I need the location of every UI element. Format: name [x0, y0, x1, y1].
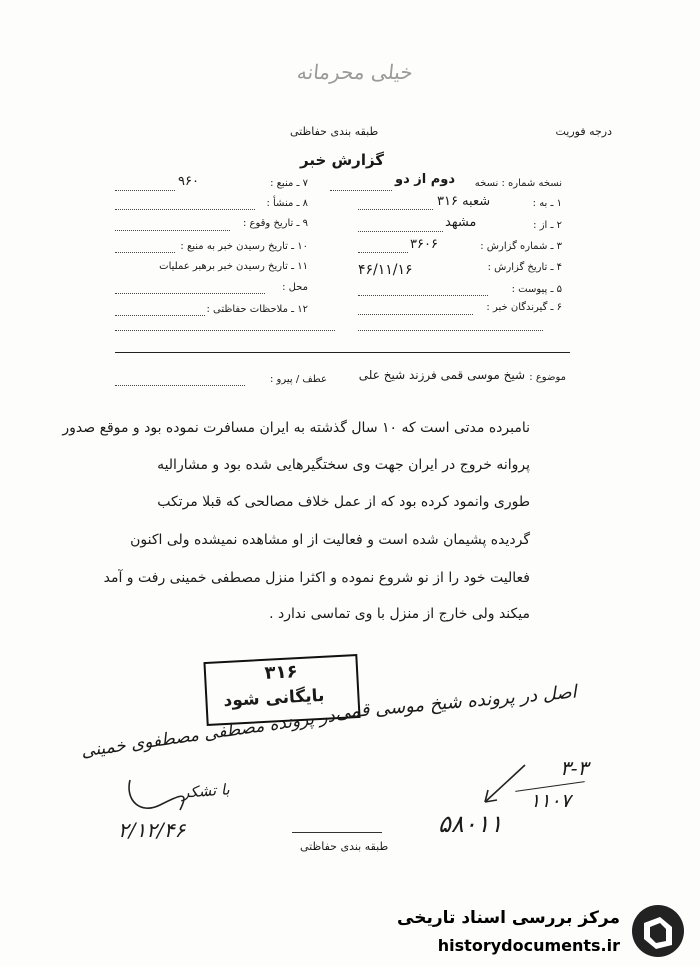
dotted-line	[115, 190, 175, 191]
archive-logo-icon	[630, 903, 686, 959]
dotted-line	[115, 330, 335, 331]
watermark-url: historydocuments.ir	[437, 936, 620, 955]
handwritten-code: ۵۸۰۱۱	[438, 810, 503, 838]
field-receipt-date-label: ۱۰ ـ تاریخ رسیدن خبر به منبع :	[180, 241, 308, 252]
dotted-line	[115, 385, 245, 386]
field-source-label: ۷ ـ منبع :	[270, 178, 308, 189]
field-ops-date-label: ۱۱ ـ تاریخ رسیدن خبر برهبر عملیات	[159, 261, 308, 272]
archive-stamp-text: بایگانی شود	[222, 685, 325, 712]
dotted-line	[115, 209, 255, 210]
section-divider	[115, 352, 570, 353]
copy-number-value: دوم از دو	[395, 172, 456, 187]
handwritten-date: ۲/۱۲/۴۶	[118, 818, 186, 842]
field-occurrence-date-label: ۹ ـ تاریخ وقوع :	[242, 218, 308, 229]
subject-label: موضوع :	[529, 372, 566, 383]
dotted-line	[358, 295, 488, 296]
reference-label: عطف / پیرو :	[270, 374, 327, 385]
body-line: پروانه خروج در ایران جهت وی سختگیرهایی شده بود و مشارالیه	[157, 457, 530, 473]
field-to-value: شعبه ۳۱۶	[437, 194, 491, 209]
handwritten-fraction-top: ۳-۳	[560, 756, 589, 780]
dotted-line	[358, 252, 408, 253]
field-report-number-label: ۳ ـ شماره گزارش :	[480, 241, 562, 252]
field-origin-label: ۸ ـ منشأ :	[266, 198, 308, 209]
copy-number-label: نسخه شماره : نسخه	[474, 178, 562, 189]
subject-value: شیخ موسی قمی فرزند شیخ علی	[358, 368, 525, 382]
handwritten-note-original-file: اصل در پرونده شیخ موسی قمی	[334, 681, 578, 724]
handwritten-fraction-bottom: ۱۱۰۷	[530, 790, 571, 812]
dotted-line	[358, 314, 473, 315]
field-from-label: ۲ ـ از :	[533, 220, 562, 231]
body-line: میکند ولی خارج از منزل با وی تماسی ندارد .	[269, 606, 530, 622]
classification-label: طبقه بندی حفاظتی	[290, 125, 379, 138]
arrow-icon	[470, 760, 530, 810]
handwritten-signature-note: با تشکر	[181, 780, 231, 802]
field-security-notes-label: ۱۲ ـ ملاحظات حفاظتی :	[206, 304, 308, 315]
handwritten-note-mostafa-file: در پرونده مصطفی مصطفوی خمینی	[79, 706, 337, 762]
field-report-date-value: ۴۶/۱۱/۱۶	[358, 262, 413, 278]
field-from-value: مشهد	[445, 215, 477, 230]
watermark-title: مرکز بررسی اسناد تاریخی	[397, 908, 620, 928]
top-secret-stamp: خیلی محرمانه	[295, 60, 415, 84]
dotted-line	[358, 330, 543, 331]
footer-classification-label: طبقه بندی حفاظتی	[300, 840, 389, 853]
field-source-value: ۹۶۰	[178, 174, 199, 189]
dotted-line	[358, 209, 433, 210]
dotted-line	[115, 315, 205, 316]
body-line: فعالیت خود را از نو شروع نموده و اکثرا منزل مصطفی خمینی رفت و آمد	[103, 570, 530, 586]
report-body	[62, 420, 530, 640]
body-line: طوری وانمود کرده بود که از عمل خلاف مصالحی که قبلا مرتکب	[157, 494, 530, 510]
field-report-date-label: ۴ ـ تاریخ گزارش :	[487, 262, 562, 273]
body-line: گردیده پشیمان شده است و فعالیت از او مشاهده نمیشده ولی اکنون	[130, 532, 530, 548]
dotted-line	[115, 230, 230, 231]
priority-label: درجه فوریت	[555, 125, 612, 138]
dotted-line	[358, 231, 443, 232]
signature-scribble	[120, 770, 200, 820]
dotted-line	[115, 293, 265, 294]
field-attachment-label: ۵ ـ پیوست :	[511, 284, 562, 295]
report-title: گزارش خبر	[300, 151, 385, 169]
dotted-line	[330, 190, 392, 191]
field-location-label: محل :	[282, 282, 308, 293]
field-to-label: ۱ ـ به :	[532, 198, 562, 209]
field-recipients-label: ۶ ـ گیرندگان خبر :	[486, 302, 562, 313]
dotted-line	[115, 252, 175, 253]
body-line: نامبرده مدتی است که ۱۰ سال گذشته به ایران مسافرت نموده بود و موقع صدور	[62, 420, 530, 436]
archive-stamp-number: ۳۱۶	[264, 661, 299, 684]
field-report-number-value: ۳۶۰۶	[410, 237, 438, 252]
footer-rule	[292, 832, 382, 833]
